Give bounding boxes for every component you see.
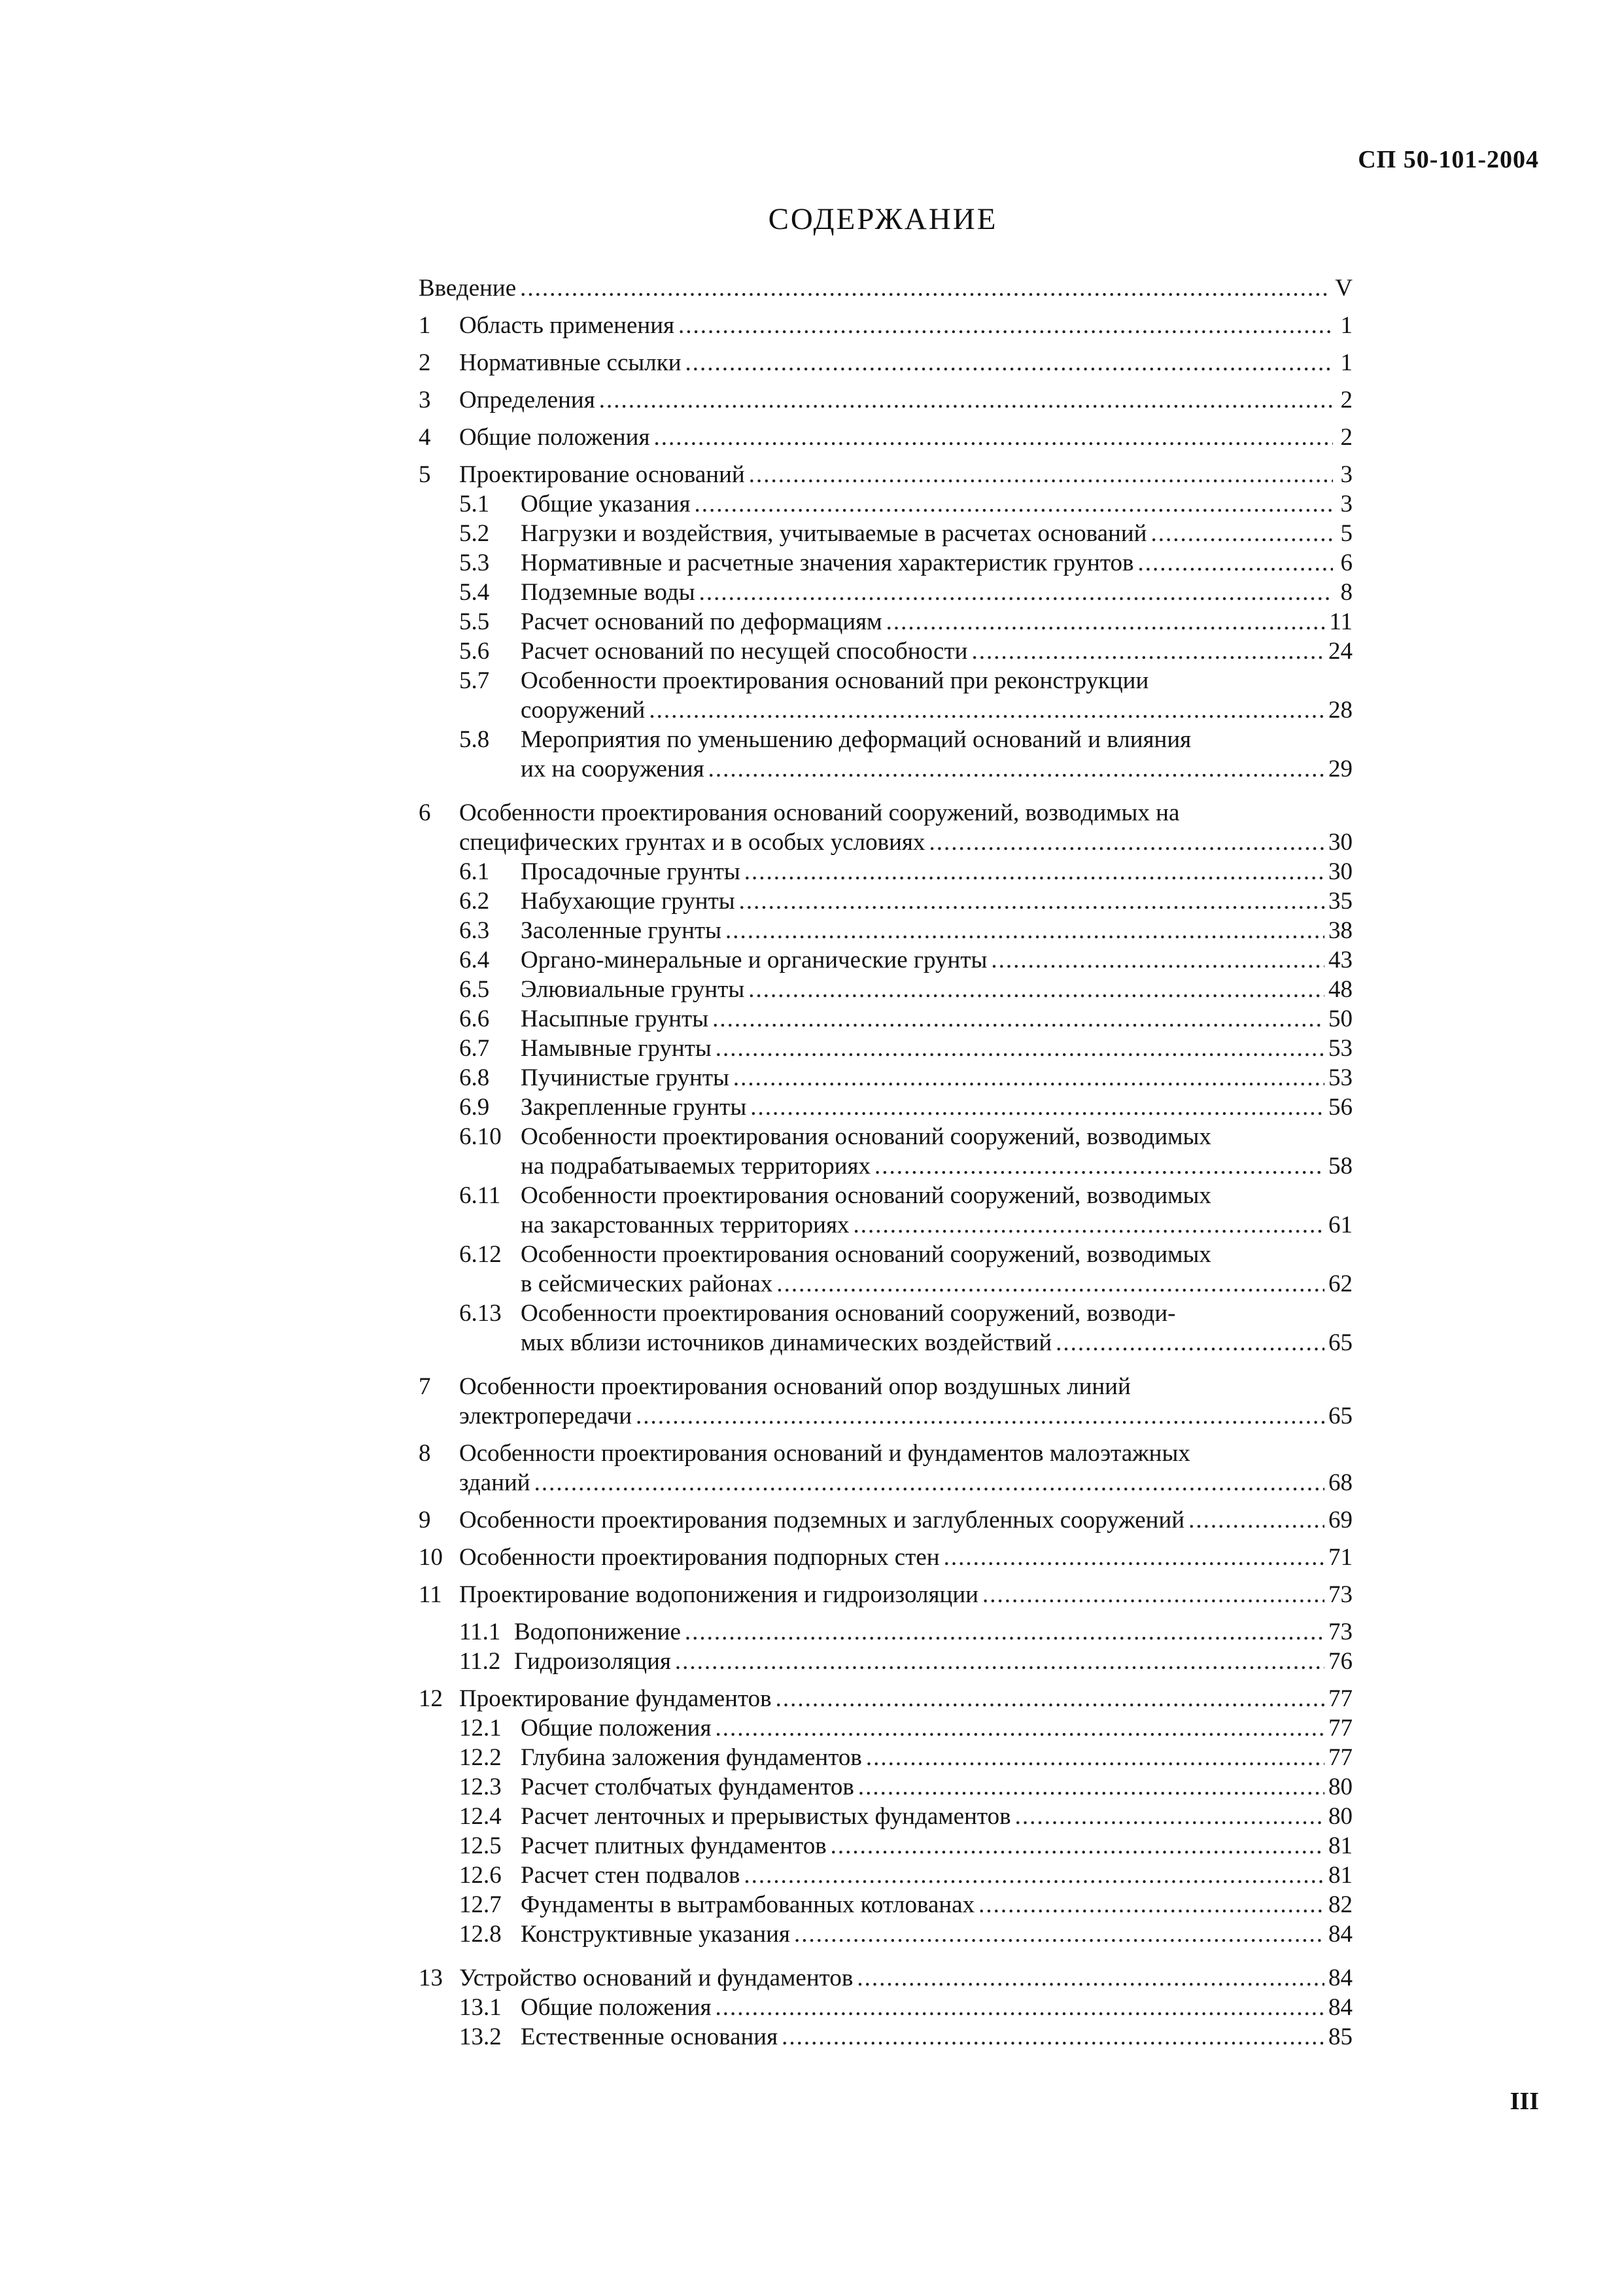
toc-entry-body [521, 725, 1353, 784]
toc-entry-title: Введение [419, 275, 517, 302]
toc-entry-body [459, 1580, 1353, 1609]
toc-entry-title-line: Особенности проектирования оснований сооружений, возводи- [521, 1300, 1176, 1327]
dot-leader [715, 1713, 1324, 1743]
toc-entry [419, 1063, 1353, 1093]
toc-entry-body [521, 916, 1353, 945]
dot-leader [944, 1543, 1324, 1572]
dot-leader [853, 1210, 1324, 1240]
toc-entry-body [521, 1181, 1353, 1240]
dot-leader [744, 1861, 1324, 1890]
toc-entry [419, 945, 1353, 975]
toc-entry [419, 1617, 1353, 1647]
toc-entry-title: Расчет ленточных и прерывистых фундаментов [521, 1803, 1011, 1830]
toc-entry-body [521, 1993, 1353, 2022]
toc-entry-title: Определения [459, 387, 595, 413]
dot-leader [982, 1580, 1324, 1609]
toc-entry [419, 1505, 1353, 1535]
toc-entry-number: 2 [419, 349, 431, 376]
toc-entry-number: 12.6 [459, 1862, 502, 1889]
toc-entry [419, 311, 1353, 340]
toc-entry-page: 80 [1328, 1803, 1353, 1830]
toc-entry-number: 5.5 [459, 608, 490, 635]
toc-entry-body [459, 348, 1353, 377]
toc-entry-title: Насыпные грунты [521, 1006, 709, 1032]
toc-entry [419, 1919, 1353, 1949]
toc-entry-body [514, 1647, 1353, 1676]
dot-leader [733, 1063, 1324, 1093]
toc-entry-number: 3 [419, 387, 431, 413]
toc-entry-page: 82 [1328, 1891, 1353, 1918]
dot-leader [716, 1034, 1324, 1063]
toc-entry-number: 10 [419, 1544, 443, 1571]
toc-entry-title: Проектирование водопонижения и гидроизоляции [459, 1581, 978, 1608]
toc-entry-title-line: Особенности проектирования оснований сооружений, возводимых на [459, 799, 1180, 826]
toc-entry-body [459, 1684, 1353, 1713]
toc-entry [419, 1772, 1353, 1802]
toc-entry-title: Пучинистые грунты [521, 1064, 729, 1091]
toc-entry-page: 61 [1328, 1212, 1353, 1238]
toc-entry-page: 85 [1328, 2023, 1353, 2050]
toc-entry [419, 857, 1353, 886]
toc-entry [419, 385, 1353, 415]
toc-entry-body [521, 1122, 1353, 1181]
toc-entry-page: 73 [1328, 1581, 1353, 1608]
toc-entry-body [521, 1831, 1353, 1861]
toc-entry-body [521, 607, 1353, 637]
toc-entry-number: 12.8 [459, 1921, 502, 1948]
toc-entry [419, 607, 1353, 637]
dot-leader [678, 311, 1333, 340]
toc-entry-body [521, 1299, 1353, 1358]
toc-entry-body [521, 1890, 1353, 1919]
toc-entry-page: 77 [1328, 1744, 1353, 1771]
toc-entry-page: 58 [1328, 1153, 1353, 1180]
toc-entry [419, 460, 1353, 489]
toc-entry-body [459, 385, 1353, 415]
dot-leader [675, 1647, 1324, 1676]
toc-entry [419, 1802, 1353, 1831]
toc-entry-number: 13.1 [459, 1994, 502, 2021]
toc-entry-body [521, 857, 1353, 886]
toc-entry-title: Расчет оснований по деформациям [521, 608, 882, 635]
dot-leader [649, 695, 1324, 725]
toc-entry-page: 3 [1340, 491, 1353, 517]
toc-entry-body [521, 886, 1353, 916]
toc-entry-page: 80 [1328, 1774, 1353, 1800]
toc-entry-number: 5 [419, 461, 431, 488]
toc-entry-number: 13.2 [459, 2023, 502, 2050]
toc-entry [419, 798, 1353, 857]
toc-entry-number: 6.5 [459, 976, 490, 1003]
toc-entry-body [459, 423, 1353, 452]
toc-entry-number: 5.1 [459, 491, 490, 517]
toc-entry [419, 666, 1353, 725]
toc-entry [419, 1831, 1353, 1861]
toc-entry-number: 1 [419, 312, 431, 339]
toc-entry-number: 6.3 [459, 917, 490, 944]
dot-leader [857, 1963, 1324, 1993]
document-code: СП 50-101-2004 [1358, 146, 1539, 173]
toc-entry-page: 50 [1328, 1006, 1353, 1032]
toc-entry-body [459, 1439, 1353, 1498]
toc-entry-page: 30 [1328, 829, 1353, 856]
toc-entry-title: Общие указания [521, 491, 691, 517]
toc-entry-title: на подрабатываемых территориях [521, 1153, 871, 1180]
toc-entry-page: 48 [1328, 976, 1353, 1003]
toc-entry-title: мых вблизи источников динамических воздействий [521, 1329, 1052, 1356]
toc-entry-number: 12 [419, 1685, 443, 1712]
toc-entry-title: Водопонижение [514, 1619, 681, 1645]
toc-entry-body [521, 1802, 1353, 1831]
toc-entry-body [459, 1372, 1353, 1431]
dot-leader [750, 1093, 1324, 1122]
toc-entry [419, 1122, 1353, 1181]
toc-entry [419, 348, 1353, 377]
toc-entry-number: 5.6 [459, 638, 490, 665]
toc-entry-number: 5.3 [459, 550, 490, 576]
dot-leader [1188, 1505, 1324, 1535]
toc-entry-title: Гидроизоляция [514, 1648, 671, 1675]
toc-entry-page: 43 [1328, 947, 1353, 973]
toc-entry-title: Нагрузки и воздействия, учитываемые в расчетах оснований [521, 520, 1147, 547]
dot-leader [858, 1772, 1324, 1802]
toc-entry-number: 6.8 [459, 1064, 490, 1091]
toc-entry-title: Общие положения [521, 1994, 712, 2021]
toc-entry-title: Область применения [459, 312, 675, 339]
dot-leader [636, 1401, 1324, 1431]
toc-entry [419, 1181, 1353, 1240]
toc-entry-body [521, 1063, 1353, 1093]
toc-entry-page: 24 [1328, 638, 1353, 665]
toc-entry [419, 548, 1353, 578]
toc-title: СОДЕРЖАНИЕ [768, 202, 998, 236]
toc-entry-title-line: Особенности проектирования оснований сооружений, возводимых [521, 1182, 1211, 1209]
toc-entry-title: их на сооружения [521, 756, 704, 782]
toc-entry-body [459, 1963, 1353, 1993]
toc-entry-number: 6.4 [459, 947, 490, 973]
toc-entry-title-line: Мероприятия по уменьшению деформаций оснований и влияния [521, 726, 1192, 753]
toc-entry-number: 6 [419, 799, 431, 826]
toc-entry-title: Нормативные и расчетные значения характеристик грунтов [521, 550, 1134, 576]
toc-entry-body [521, 666, 1353, 725]
dot-leader [978, 1890, 1324, 1919]
toc-entry-number: 11.2 [459, 1648, 501, 1675]
dot-leader [715, 1993, 1324, 2022]
toc-entry-title: Особенности проектирования подземных и заглубленных сооружений [459, 1507, 1185, 1533]
toc-entry [419, 2022, 1353, 2052]
toc-entry-page: 77 [1328, 1715, 1353, 1742]
toc-entry-title: зданий [459, 1469, 530, 1496]
dot-leader [1150, 519, 1333, 548]
toc-entry-page: 62 [1328, 1270, 1353, 1297]
toc-entry-title: в сейсмических районах [521, 1270, 773, 1297]
table-of-contents [419, 273, 1353, 2052]
dot-leader [749, 460, 1333, 489]
toc-entry-body [521, 975, 1353, 1004]
toc-entry-body [521, 637, 1353, 666]
dot-leader [695, 489, 1333, 519]
toc-entry-number: 11 [419, 1581, 442, 1608]
toc-entry [419, 916, 1353, 945]
toc-entry-body [521, 1713, 1353, 1743]
dot-leader [874, 1151, 1324, 1181]
toc-entry-page: 81 [1328, 1862, 1353, 1889]
toc-entry-page: 77 [1328, 1685, 1353, 1712]
toc-entry-body [521, 1004, 1353, 1034]
toc-entry [419, 1684, 1353, 1713]
toc-entry-body [521, 1772, 1353, 1802]
toc-entry-body [521, 1240, 1353, 1299]
toc-entry-number: 6.9 [459, 1094, 490, 1121]
toc-entry [419, 423, 1353, 452]
toc-entry-title: Конструктивные указания [521, 1921, 790, 1948]
toc-entry-title: Устройство оснований и фундаментов [459, 1965, 854, 1991]
toc-entry-number: 6.10 [459, 1123, 502, 1150]
toc-entry-title: Расчет оснований по несущей способности [521, 638, 968, 665]
dot-leader [653, 423, 1333, 452]
toc-entry [419, 1647, 1353, 1676]
toc-entry-title: Фундаменты в вытрамбованных котлованах [521, 1891, 975, 1918]
toc-entry-body [419, 273, 1353, 303]
toc-entry-page: 65 [1328, 1329, 1353, 1356]
toc-entry-number: 4 [419, 424, 431, 451]
toc-entry-body [521, 1919, 1353, 1949]
toc-entry-body [521, 945, 1353, 975]
dot-leader [991, 945, 1324, 975]
toc-entry-title-line: Особенности проектирования оснований при реконструкции [521, 667, 1149, 694]
toc-entry-title: Намывные грунты [521, 1035, 712, 1062]
toc-entry-title: сооружений [521, 697, 646, 724]
dot-leader [1138, 548, 1333, 578]
toc-entry-title: Нормативные ссылки [459, 349, 682, 376]
toc-entry-page: 56 [1328, 1094, 1353, 1121]
toc-entry [419, 519, 1353, 548]
dot-leader [1015, 1802, 1324, 1831]
toc-entry-title: Проектирование фундаментов [459, 1685, 772, 1712]
toc-entry [419, 975, 1353, 1004]
toc-entry-page: 76 [1328, 1648, 1353, 1675]
dot-leader [534, 1468, 1324, 1498]
toc-entry-number: 9 [419, 1507, 431, 1533]
toc-entry-title: Глубина заложения фундаментов [521, 1744, 862, 1771]
dot-leader [929, 828, 1324, 857]
toc-entry [419, 1743, 1353, 1772]
toc-entry-page: 3 [1340, 461, 1353, 488]
toc-entry-body [459, 1543, 1353, 1572]
dot-leader [685, 348, 1333, 377]
toc-entry-page: 81 [1328, 1832, 1353, 1859]
toc-entry-title: Особенности проектирования подпорных стен [459, 1544, 940, 1571]
toc-entry-number: 12.4 [459, 1803, 502, 1830]
toc-entry-page: 30 [1328, 858, 1353, 885]
toc-entry-body [521, 519, 1353, 548]
dot-leader [866, 1743, 1324, 1772]
toc-entry-number: 6.2 [459, 888, 490, 915]
toc-entry-title: Органо-минеральные и органические грунты [521, 947, 988, 973]
toc-entry-body [521, 548, 1353, 578]
dot-leader [794, 1919, 1324, 1949]
toc-entry-number: 5.2 [459, 520, 490, 547]
toc-entry-number: 6.7 [459, 1035, 490, 1062]
toc-entry-page: 71 [1328, 1544, 1353, 1571]
toc-entry-title: специфических грунтах и в особых условиях [459, 829, 925, 856]
toc-entry-title: Просадочные грунты [521, 858, 740, 885]
toc-entry-page: 65 [1328, 1403, 1353, 1429]
toc-entry-title-line: Особенности проектирования оснований и фундаментов малоэтажных [459, 1440, 1190, 1467]
toc-entry-title: Расчет плитных фундаментов [521, 1832, 827, 1859]
toc-entry-number: 12.7 [459, 1891, 502, 1918]
toc-entry-page: 2 [1340, 387, 1353, 413]
toc-entry-title: Расчет стен подвалов [521, 1862, 740, 1889]
toc-entry-page: 53 [1328, 1035, 1353, 1062]
toc-entry-title: Закрепленные грунты [521, 1094, 747, 1121]
toc-entry [419, 886, 1353, 916]
page-number: III [1510, 2088, 1539, 2115]
toc-entry-page: 38 [1328, 917, 1353, 944]
toc-entry-body [521, 578, 1353, 607]
toc-entry-page: 8 [1340, 579, 1353, 606]
toc-entry-number: 12.2 [459, 1744, 502, 1771]
toc-entry-title: Естественные основания [521, 2023, 778, 2050]
toc-entry [419, 578, 1353, 607]
toc-entry-page: 68 [1328, 1469, 1353, 1496]
toc-entry-title: электропередачи [459, 1403, 632, 1429]
toc-entry-body [521, 489, 1353, 519]
toc-entry-body [459, 798, 1353, 857]
toc-entry-number: 8 [419, 1440, 431, 1467]
dot-leader [831, 1831, 1324, 1861]
toc-entry-number: 6.13 [459, 1300, 502, 1327]
toc-entry-body [521, 1093, 1353, 1122]
toc-entry-page: 84 [1328, 1921, 1353, 1948]
dot-leader [708, 754, 1324, 784]
toc-entry-title: Проектирование оснований [459, 461, 745, 488]
toc-entry [419, 1372, 1353, 1431]
toc-entry-page: 28 [1328, 697, 1353, 724]
toc-entry-title: Элювиальные грунты [521, 976, 745, 1003]
toc-entry-body [521, 1861, 1353, 1890]
dot-leader [886, 607, 1326, 637]
toc-entry [419, 1890, 1353, 1919]
toc-entry-page: 29 [1328, 756, 1353, 782]
toc-entry-number: 12.5 [459, 1832, 502, 1859]
toc-entry [419, 1093, 1353, 1122]
toc-entry-body [459, 1505, 1353, 1535]
toc-entry-page: 84 [1328, 1965, 1353, 1991]
toc-entry-page: 6 [1340, 550, 1353, 576]
toc-entry-title-line: Особенности проектирования оснований сооружений, возводимых [521, 1241, 1211, 1268]
toc-entry-title-line: Особенности проектирования оснований сооружений, возводимых [521, 1123, 1211, 1150]
toc-entry-body [514, 1617, 1353, 1647]
dot-leader [739, 886, 1324, 916]
toc-entry [419, 1713, 1353, 1743]
toc-entry-page: 1 [1340, 349, 1353, 376]
toc-entry-number: 5.4 [459, 579, 490, 606]
toc-entry-body [459, 311, 1353, 340]
dot-leader [748, 975, 1324, 1004]
toc-entry [419, 725, 1353, 784]
dot-leader [776, 1269, 1324, 1299]
toc-entry [419, 1580, 1353, 1609]
dot-leader [520, 273, 1331, 303]
toc-entry-page: 5 [1340, 520, 1353, 547]
toc-entry-page: 53 [1328, 1064, 1353, 1091]
toc-entry-page: V [1335, 275, 1353, 302]
toc-entry-title: Подземные воды [521, 579, 695, 606]
toc-entry-page: 69 [1328, 1507, 1353, 1533]
dot-leader [744, 857, 1324, 886]
toc-entry-number: 7 [419, 1373, 431, 1400]
dot-leader [599, 385, 1333, 415]
toc-entry-number: 5.7 [459, 667, 490, 694]
toc-entry-number: 6.11 [459, 1182, 501, 1209]
toc-entry-number: 12.3 [459, 1774, 502, 1800]
toc-entry-number: 11.1 [459, 1619, 501, 1645]
toc-entry-body [521, 1034, 1353, 1063]
toc-entry-title: Засоленные грунты [521, 917, 721, 944]
toc-entry-body [459, 460, 1353, 489]
toc-entry [419, 1240, 1353, 1299]
dot-leader [782, 2022, 1324, 2052]
toc-entry [419, 1963, 1353, 1993]
dot-leader [712, 1004, 1324, 1034]
dot-leader [699, 578, 1333, 607]
toc-entry-title-line: Особенности проектирования оснований опор воздушных линий [459, 1373, 1131, 1400]
toc-entry-title: Общие положения [459, 424, 650, 451]
toc-entry-title: Расчет столбчатых фундаментов [521, 1774, 854, 1800]
toc-entry [419, 1004, 1353, 1034]
toc-entry-page: 11 [1329, 608, 1353, 635]
toc-entry-number: 5.8 [459, 726, 490, 753]
toc-entry [419, 1543, 1353, 1572]
dot-leader [1056, 1328, 1324, 1358]
toc-entry-page: 35 [1328, 888, 1353, 915]
toc-entry [419, 1299, 1353, 1358]
toc-entry-body [521, 1743, 1353, 1772]
toc-entry-page: 84 [1328, 1994, 1353, 2021]
toc-entry-body [521, 2022, 1353, 2052]
toc-entry-number: 12.1 [459, 1715, 502, 1742]
toc-entry-page: 2 [1340, 424, 1353, 451]
toc-entry [419, 1993, 1353, 2022]
toc-entry-title: Набухающие грунты [521, 888, 735, 915]
dot-leader [971, 637, 1324, 666]
toc-entry-page: 1 [1340, 312, 1353, 339]
toc-entry-number: 6.12 [459, 1241, 502, 1268]
toc-entry-number: 6.1 [459, 858, 490, 885]
toc-entry-page: 73 [1328, 1619, 1353, 1645]
toc-entry [419, 1034, 1353, 1063]
toc-entry [419, 1439, 1353, 1498]
toc-entry [419, 637, 1353, 666]
toc-entry [419, 273, 1353, 303]
toc-entry [419, 489, 1353, 519]
dot-leader [776, 1684, 1324, 1713]
dot-leader [685, 1617, 1324, 1647]
toc-entry-title: Общие положения [521, 1715, 712, 1742]
toc-entry-title: на закарстованных территориях [521, 1212, 850, 1238]
dot-leader [725, 916, 1324, 945]
toc-entry-number: 13 [419, 1965, 443, 1991]
toc-entry-number: 6.6 [459, 1006, 490, 1032]
toc-entry [419, 1861, 1353, 1890]
